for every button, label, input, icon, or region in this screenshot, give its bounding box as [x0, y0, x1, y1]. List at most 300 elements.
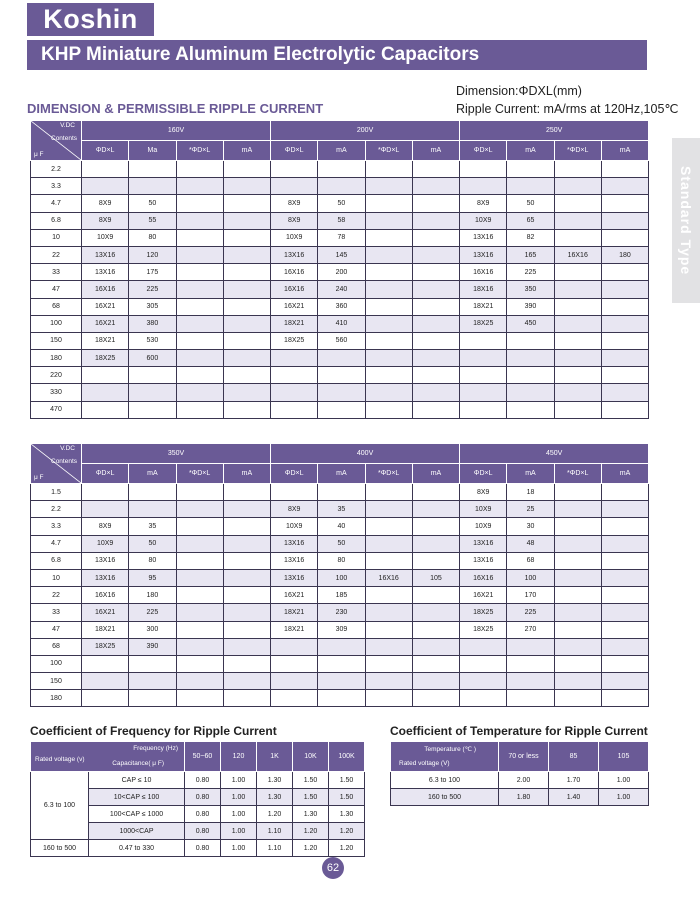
table-cell [223, 655, 270, 672]
table-cell [507, 178, 554, 195]
table-cell: 170 [507, 587, 554, 604]
table-cell [176, 161, 223, 178]
table-cell: 8X9 [460, 195, 507, 212]
table-cell: 10X9 [460, 501, 507, 518]
table-cell [82, 655, 129, 672]
freq-coef-table [30, 741, 365, 857]
table-cell [507, 401, 554, 418]
ripple-table-160-250v [30, 120, 649, 419]
table-cell [82, 673, 129, 690]
table-row [31, 281, 649, 298]
table-cell [223, 332, 270, 349]
table-cell [601, 569, 648, 586]
table-row [31, 401, 649, 418]
table-cell [554, 673, 601, 690]
freq-cell: 1.50 [293, 772, 329, 789]
freq-cell: 1.00 [221, 806, 257, 823]
freq-cell: 1.50 [329, 789, 365, 806]
capacitance-cell: 220 [31, 367, 82, 384]
table-cell [554, 587, 601, 604]
table-cell [365, 195, 412, 212]
table-cell [365, 673, 412, 690]
table-cell: 16X16 [271, 264, 318, 281]
table-cell: 240 [318, 281, 365, 298]
freq-cell: 1.20 [329, 840, 365, 857]
table-cell [365, 350, 412, 367]
table-cell [82, 367, 129, 384]
table-cell: 200 [318, 264, 365, 281]
capacitance-cell: 100 [31, 655, 82, 672]
capacitance-cell: 100 [31, 315, 82, 332]
table-cell [223, 315, 270, 332]
table-cell: 40 [318, 518, 365, 535]
table-cell [176, 195, 223, 212]
temp-cell: 1.70 [549, 772, 599, 789]
freq-cell: 1.30 [257, 789, 293, 806]
table-row [31, 350, 649, 367]
table-cell [365, 587, 412, 604]
capacitance-cell: 47 [31, 621, 82, 638]
table-cell: 145 [318, 246, 365, 263]
table-row [31, 332, 649, 349]
table-cell [601, 673, 648, 690]
table-cell [223, 604, 270, 621]
table-cell: 530 [129, 332, 176, 349]
capacitance-cell: 4.7 [31, 535, 82, 552]
capacitance-cell: 180 [31, 350, 82, 367]
table-cell [365, 690, 412, 707]
table-cell: 13X16 [271, 535, 318, 552]
table-cell: 105 [412, 569, 459, 586]
freq-cell: 100<CAP ≤ 1000 [89, 806, 185, 823]
table-cell [554, 518, 601, 535]
table-cell [318, 638, 365, 655]
table-row [31, 212, 649, 229]
table-cell: 305 [129, 298, 176, 315]
table-cell: 13X16 [271, 246, 318, 263]
freq-corner [31, 742, 185, 772]
table-cell: 390 [507, 298, 554, 315]
table-cell [554, 384, 601, 401]
table-cell: 16X21 [271, 587, 318, 604]
table-cell: 18X21 [82, 332, 129, 349]
table-cell [82, 501, 129, 518]
table-row [31, 501, 649, 518]
capacitance-cell: 330 [31, 384, 82, 401]
table-cell: 16X16 [365, 569, 412, 586]
table-cell: 18X16 [460, 281, 507, 298]
column-subheader: ΦD×L [82, 141, 129, 161]
table-cell [271, 638, 318, 655]
table-cell [271, 401, 318, 418]
table-cell [223, 212, 270, 229]
table-cell [412, 350, 459, 367]
ripple-table-350-450v [30, 443, 649, 707]
table-cell [365, 621, 412, 638]
freq-cell: CAP ≤ 10 [89, 772, 185, 789]
freq-cell: 1.20 [293, 823, 329, 840]
table-cell [601, 264, 648, 281]
table-cell: 80 [129, 229, 176, 246]
table-cell [412, 367, 459, 384]
table-cell [365, 384, 412, 401]
corner-header [31, 444, 82, 484]
table-cell [176, 673, 223, 690]
table-cell [601, 212, 648, 229]
freq-cell: 1.20 [257, 806, 293, 823]
table-cell: 16X16 [460, 569, 507, 586]
table-cell [129, 384, 176, 401]
table-cell [554, 332, 601, 349]
voltage-header: 160V [82, 121, 271, 141]
table-cell [129, 690, 176, 707]
column-subheader: mA [507, 464, 554, 484]
table-cell [460, 673, 507, 690]
corner-vdc: V.DC [60, 122, 75, 129]
table-row [31, 552, 649, 569]
table-cell [223, 161, 270, 178]
table-cell [554, 690, 601, 707]
table-cell [601, 518, 648, 535]
table-cell [412, 212, 459, 229]
capacitance-cell: 47 [31, 281, 82, 298]
table-cell [601, 367, 648, 384]
table-cell [223, 384, 270, 401]
table-cell [223, 367, 270, 384]
table-cell [176, 655, 223, 672]
table-cell [412, 604, 459, 621]
table-cell [176, 569, 223, 586]
table-cell: 35 [318, 501, 365, 518]
table-cell: 8X9 [82, 518, 129, 535]
table-cell: 10X9 [82, 535, 129, 552]
table-cell [176, 535, 223, 552]
table-cell [412, 673, 459, 690]
table-cell [601, 552, 648, 569]
table-cell: 18X25 [460, 315, 507, 332]
table-cell: 82 [507, 229, 554, 246]
table-cell [554, 401, 601, 418]
freq-col-header: 120 [221, 742, 257, 772]
table-cell: 18X25 [271, 332, 318, 349]
table-cell: 10X9 [460, 518, 507, 535]
capacitance-cell: 68 [31, 638, 82, 655]
column-subheader: mA [507, 141, 554, 161]
table-cell: 450 [507, 315, 554, 332]
table-cell: 18X25 [460, 621, 507, 638]
voltage-header: 400V [271, 444, 460, 464]
freq-corner-bottom: Capacitance( μ F) [112, 760, 164, 767]
table-cell: 18X21 [82, 621, 129, 638]
table-cell [271, 350, 318, 367]
table-cell: 309 [318, 621, 365, 638]
table-cell: 16X21 [271, 298, 318, 315]
table-cell [318, 484, 365, 501]
table-cell: 35 [129, 518, 176, 535]
table-cell [223, 401, 270, 418]
table-cell [223, 281, 270, 298]
table-cell [129, 178, 176, 195]
capacitance-cell: 3.3 [31, 518, 82, 535]
freq-cell: 0.80 [185, 806, 221, 823]
table-cell [554, 178, 601, 195]
table-cell [365, 298, 412, 315]
table-cell: 10X9 [271, 518, 318, 535]
table-cell [176, 367, 223, 384]
column-subheader: ΦD×L [460, 141, 507, 161]
table-cell [412, 690, 459, 707]
freq-cell: 160 to 500 [31, 840, 89, 857]
table-cell [601, 501, 648, 518]
table-cell [554, 264, 601, 281]
table-cell [601, 655, 648, 672]
table-cell [318, 367, 365, 384]
capacitance-cell: 6.8 [31, 552, 82, 569]
table-cell [82, 161, 129, 178]
column-subheader: mA [601, 464, 648, 484]
table-cell: 16X16 [82, 281, 129, 298]
temp-cell: 2.00 [499, 772, 549, 789]
column-subheader: mA [318, 141, 365, 161]
table-row [31, 604, 649, 621]
table-cell [460, 401, 507, 418]
voltage-header: 250V [460, 121, 649, 141]
freq-cell: 1.30 [329, 806, 365, 823]
table-cell [601, 350, 648, 367]
corner-uf: μ F [34, 474, 44, 481]
column-subheader: Ma [129, 141, 176, 161]
freq-cell: 1.10 [257, 840, 293, 857]
dimension-note: Dimension:ΦDXL(mm) [456, 84, 582, 98]
table-cell: 560 [318, 332, 365, 349]
table-cell: 16X21 [82, 298, 129, 315]
table-cell [223, 264, 270, 281]
table-cell [554, 212, 601, 229]
table-cell [554, 229, 601, 246]
ripple-note: Ripple Current: mA/rms at 120Hz,105℃ [456, 102, 679, 116]
column-subheader: mA [129, 464, 176, 484]
table-cell [176, 350, 223, 367]
table-cell: 18 [507, 484, 554, 501]
capacitance-cell: 470 [31, 401, 82, 418]
table-cell [365, 518, 412, 535]
table-cell [271, 178, 318, 195]
table-cell [507, 655, 554, 672]
table-cell [318, 350, 365, 367]
table-cell [129, 161, 176, 178]
table-cell [460, 332, 507, 349]
freq-cell: 1.20 [293, 840, 329, 857]
capacitance-cell: 4.7 [31, 195, 82, 212]
column-subheader: *ΦD×L [176, 141, 223, 161]
table-cell: 48 [507, 535, 554, 552]
column-subheader: mA [601, 141, 648, 161]
table-cell: 50 [318, 195, 365, 212]
table-cell [318, 655, 365, 672]
table-cell [412, 587, 459, 604]
table-cell: 16X21 [82, 604, 129, 621]
table-cell [176, 621, 223, 638]
table-cell [365, 604, 412, 621]
table-cell: 10X9 [460, 212, 507, 229]
freq-voltage-group: 6.3 to 100 [31, 772, 89, 840]
temp-col-header: 70 or less [499, 742, 549, 772]
temp-cell: 1.00 [599, 789, 649, 806]
table-cell [412, 638, 459, 655]
table-cell: 50 [129, 535, 176, 552]
capacitance-cell: 6.8 [31, 212, 82, 229]
freq-cell: 1000<CAP [89, 823, 185, 840]
table-cell [223, 518, 270, 535]
table-cell [176, 298, 223, 315]
corner-contents: Contents [51, 135, 78, 142]
table-cell [176, 281, 223, 298]
temp-cell: 1.80 [499, 789, 549, 806]
table-cell [271, 655, 318, 672]
table-cell [412, 229, 459, 246]
table-cell: 13X16 [460, 552, 507, 569]
table-cell [412, 178, 459, 195]
standard-type-tab: Standard Type [672, 138, 700, 303]
table-cell: 10X9 [82, 229, 129, 246]
table-row [31, 367, 649, 384]
freq-cell: 1.00 [221, 772, 257, 789]
table-cell [460, 367, 507, 384]
table-cell [507, 350, 554, 367]
table-cell: 185 [318, 587, 365, 604]
table-cell [554, 161, 601, 178]
table-cell [365, 246, 412, 263]
freq-cell: 1.10 [257, 823, 293, 840]
table-cell: 18X21 [271, 315, 318, 332]
table-cell [554, 298, 601, 315]
table-cell [271, 367, 318, 384]
table-cell: 30 [507, 518, 554, 535]
temp-cell: 1.40 [549, 789, 599, 806]
table-row [31, 655, 649, 672]
table-cell [129, 401, 176, 418]
freq-cell: 0.80 [185, 789, 221, 806]
capacitance-cell: 10 [31, 569, 82, 586]
table-cell: 410 [318, 315, 365, 332]
table-row [31, 673, 649, 690]
table-cell [223, 229, 270, 246]
freq-coef-title: Coefficient of Frequency for Ripple Current [30, 724, 277, 738]
table-cell: 8X9 [271, 212, 318, 229]
column-subheader: mA [223, 141, 270, 161]
table-cell [412, 518, 459, 535]
table-cell: 300 [129, 621, 176, 638]
temp-cell: 160 to 500 [391, 789, 499, 806]
table-cell [601, 161, 648, 178]
table-cell: 50 [318, 535, 365, 552]
table-cell: 13X16 [82, 246, 129, 263]
table-cell [176, 178, 223, 195]
column-subheader: mA [318, 464, 365, 484]
banner-title: KHP Miniature Aluminum Electrolytic Capacitors [27, 40, 647, 70]
table-cell [554, 638, 601, 655]
table-cell: 65 [507, 212, 554, 229]
table-cell [365, 229, 412, 246]
table-cell [507, 673, 554, 690]
table-cell [507, 332, 554, 349]
table-cell [82, 401, 129, 418]
table-cell [601, 332, 648, 349]
table-row [31, 384, 649, 401]
table-cell [460, 690, 507, 707]
voltage-header: 450V [460, 444, 649, 464]
table-cell [507, 384, 554, 401]
table-cell: 13X16 [271, 569, 318, 586]
column-subheader: *ΦD×L [365, 464, 412, 484]
table-cell [365, 638, 412, 655]
freq-cell: 0.80 [185, 823, 221, 840]
freq-col-header: 1K [257, 742, 293, 772]
column-subheader: *ΦD×L [365, 141, 412, 161]
capacitance-cell: 2.2 [31, 161, 82, 178]
table-cell: 8X9 [271, 501, 318, 518]
table-cell [460, 655, 507, 672]
table-cell [176, 384, 223, 401]
capacitance-cell: 150 [31, 332, 82, 349]
table-cell [176, 587, 223, 604]
table-cell: 16X21 [82, 315, 129, 332]
table-cell [223, 690, 270, 707]
freq-cell: 1.00 [221, 789, 257, 806]
table-cell [601, 229, 648, 246]
table-cell [460, 384, 507, 401]
table-cell [601, 298, 648, 315]
table-cell: 13X16 [460, 246, 507, 263]
corner-vdc: V.DC [60, 445, 75, 452]
table-cell: 225 [129, 281, 176, 298]
table-cell [554, 367, 601, 384]
table-cell: 18X21 [271, 604, 318, 621]
table-cell: 18X25 [82, 350, 129, 367]
table-cell [318, 161, 365, 178]
table-cell [129, 484, 176, 501]
table-cell [365, 401, 412, 418]
table-cell [271, 484, 318, 501]
table-cell [460, 638, 507, 655]
capacitance-cell: 33 [31, 604, 82, 621]
table-cell: 13X16 [82, 569, 129, 586]
table-cell [601, 638, 648, 655]
column-subheader: ΦD×L [82, 464, 129, 484]
koshin-logo: Koshin [27, 3, 154, 36]
table-cell [318, 673, 365, 690]
table-cell [460, 350, 507, 367]
table-cell: 390 [129, 638, 176, 655]
table-cell [601, 195, 648, 212]
table-cell [365, 552, 412, 569]
freq-cell: 1.50 [329, 772, 365, 789]
table-cell: 50 [129, 195, 176, 212]
table-cell: 600 [129, 350, 176, 367]
table-cell [223, 484, 270, 501]
column-subheader: mA [412, 464, 459, 484]
column-subheader: *ΦD×L [554, 464, 601, 484]
table-cell: 18X25 [460, 604, 507, 621]
table-cell: 13X16 [460, 229, 507, 246]
table-cell [129, 501, 176, 518]
table-cell [223, 298, 270, 315]
table-cell [601, 690, 648, 707]
table-cell: 120 [129, 246, 176, 263]
table-cell [601, 535, 648, 552]
capacitance-cell: 1.5 [31, 484, 82, 501]
table-cell [554, 569, 601, 586]
